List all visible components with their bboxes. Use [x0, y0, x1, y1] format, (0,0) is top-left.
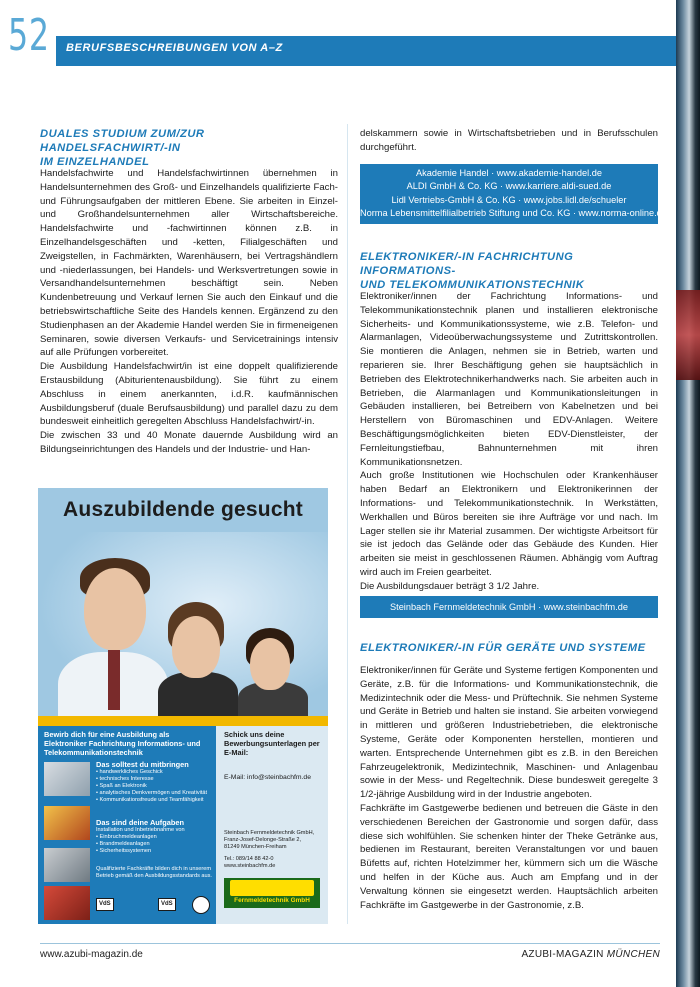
footer-magazine-name	[521, 949, 660, 960]
ad-tasks-section	[96, 818, 212, 855]
ad-text: Installation und Inbetriebnahme von	[96, 827, 185, 833]
person-figure	[172, 616, 220, 678]
ad-contact-email: E-Mail: info@steinbachfm.de	[224, 774, 311, 781]
ad-subtitle: Das sind deine Aufgaben	[96, 818, 185, 827]
paragraph: Die zwischen 33 und 40 Monate dauernde Ausbildung wird an Bildungseinrichtungen des Handels und der Industrie- und Han-	[40, 430, 338, 455]
ad-bullet-text: Kommunikationsfreude und Teamfähigkeit	[99, 797, 204, 803]
ad-address	[224, 830, 328, 870]
paragraph: Handelsfachwirte und Handelsfachwirtinnen übernehmen in Handelsunternehmen des Groß- und Einzelhandels qualifizierte Fach- und Führungsaufgaben der mittleren Ebene. Sie arbeiten in Einzel- und Großhandelsunternehmen aller Wirtschaftsbereiche. Handelsfachwirte und -fachwirtinnen können z.B. in Einzelhandelsgeschäften und -ketten, Filialgeschäften und Zweigstellen, in Fachmärkten, Warenhäusern, bei Vertragshändlern und -niederlassungen, bei Handels- und Werksvertretungen sowie in Versandhandelsunternehmen beschäftigt sein. Neben Kundenbetreuung und Verkauf lernen Sie auch den Einkauf und die betriebswirtschaftliche Seite des Handels kennen. Ergänzend zu den Studienphasen an der Akademie Handel werden Sie in firmeneigenen Seminaren, sowie diversen Verkaufs- und Servicetrainings intensiv auf alle Prüfungen vorbereitet.	[40, 168, 338, 359]
ad-qualification-text: Qualifizierte Fachkräfte bilden dich in unserem Betrieb gemäß den Ausbildungsstandards aus.	[96, 866, 212, 879]
link-entry[interactable]: Norma Lebensmittelfilialbetrieb Stiftung und Co. KG · www.norma-online.de	[360, 208, 667, 219]
logo-subtitle: Fernmeldetechnik GmbH	[234, 897, 310, 904]
ad-bullet-text: handwerkliches Geschick	[99, 769, 163, 775]
ad-bring-section	[96, 760, 212, 804]
ad-bullet-text: Sicherheitssystemen	[99, 848, 152, 854]
ad-thumb-keypad	[44, 762, 90, 796]
page-number: 52	[8, 10, 50, 61]
paragraph: Fachkräfte im Gastgewerbe bedienen und betreuen die Gäste in den verschiedenen Bereichen der Gastronomie und sorgen dafür, dass diese sich wohlfühlen. Sie schenken hinter der Theke Getränke aus, bedienen im Restaurant, bereiten Veranstaltungen vor und bauen Büfetts auf, richten Hotelzimmer her, kümmern sich um die Wäsche und helfen in der Küche aus. Auch am Empfang und in der Verwaltung können sie eingesetzt werden. Hauptsächlich arbeiten Fachkräfte im Gastgewerbe in der Gastronomie, z.B.	[360, 802, 658, 911]
ad-thumb-cables	[44, 886, 90, 920]
ad-accent-band	[38, 716, 328, 726]
magazine-city: MÜNCHEN	[606, 949, 660, 960]
ad-bullet-text: Spaß an Elektronik	[99, 783, 147, 789]
address-line: www.steinbachfm.de	[224, 863, 276, 869]
article-title-geraete-systeme: ELEKTRONIKER/-IN FÜR GERÄTE UND SYSTEME	[360, 642, 646, 654]
tie-shape	[108, 650, 120, 710]
ad-contact-panel	[216, 726, 328, 924]
ad-thumb-camera	[44, 848, 90, 882]
page-edge-accent	[676, 290, 700, 380]
article-body-geraete-systeme	[360, 664, 658, 912]
ad-bullet: • Brandmeldeanlagen	[96, 841, 150, 847]
job-advertisement	[38, 488, 328, 924]
paragraph: Elektroniker/innen der Fachrichtung Informations- und Telekommunikationstechnik planen und installieren elektronische Sicherheits- und Kommunikationssysteme, wie z.B. Telefon- und Alarmanlagen, Videoüberwachungssysteme und Zutrittskontrollen. Sie montieren die Anlagen, nehmen sie in Betrieb, warten und reparieren sie. Ihrer Beschäftigung gehen sie hauptsächlich in Betrieben des Elektrotechnikerhandwerks nach. Sie arbeiten auch in Betrieben, die Alarmanlagen und Kommunikationsleitungen in Gebäuden installieren, bei Betreibern von Kabelnetzen und bei Herstellern von Büromaschinen und EDV-Anlagen. Weitere Beschäftigungsmöglichkeiten bieten EDV-Dienstleister, der Fernleitungstiefbau, Bahnunternehmen mit ihren Kommunikationsnetzen.	[360, 291, 658, 468]
link-entry[interactable]: Akademie Handel · www.akademie-handel.de	[416, 168, 602, 178]
title-line: IM EINZELHANDEL	[40, 156, 150, 168]
article-body-handelsfachwirt	[40, 167, 338, 457]
certification-seal-icon	[192, 896, 210, 914]
title-line: DUALES STUDIUM ZUM/ZUR HANDELSFACHWIRT/-IN	[40, 128, 205, 154]
ad-bullet-text: Brandmeldeanlagen	[99, 841, 150, 847]
page-edge-strip	[676, 0, 700, 987]
ad-bullet-text: Einbruchmeldeanlagen	[99, 834, 157, 840]
ad-contact-title: Schick uns deine Bewerbungsunterlagen per E-Mail:	[224, 730, 320, 757]
ad-bullet: • Sicherheitssystemen	[96, 848, 152, 854]
ad-bullet-text: analytisches Denkvermögen und Kreativität	[99, 790, 208, 796]
magazine-title: AZUBI-MAGAZIN	[521, 949, 604, 960]
person-figure	[84, 568, 146, 650]
ad-headline: Auszubildende gesucht	[63, 498, 303, 521]
title-line: UND TELEKOMMUNIKATIONSTECHNIK	[360, 279, 585, 291]
column-divider	[347, 124, 348, 924]
ad-bullet: • analytisches Denkvermögen und Kreativität	[96, 790, 208, 796]
section-title: BERUFSBESCHREIBUNGEN VON A–Z	[66, 42, 283, 54]
title-line: ELEKTRONIKER/-IN FACHRICHTUNG INFORMATIONS-	[360, 251, 574, 277]
link-entry[interactable]: Lidl Vertriebs-GmbH & Co. KG · www.jobs.lidl.de/schueler	[391, 194, 627, 205]
ad-bullet-text: technisches Interesse	[99, 776, 154, 782]
continued-text: delskammern sowie in Wirtschaftsbetrieben und in Berufsschulen durchgeführt.	[360, 128, 658, 153]
address-line: Tel.: 089/14 88 42-0	[224, 856, 274, 862]
paragraph: Auch große Institutionen wie Hochschulen oder Krankenhäuser haben Bedarf an Elektronikern und Elektronikerinnen der Informations- und Telekommunikationstechnik. In Werkstätten, Werkhallen und Büros bereiten sie ihre Aufträge vor und nach. Im Lager stellen sie ihr Material zusammen. Der wichtigste Arbeitsort für sie ist jedoch das Gelände oder das Gebäude des Kunden. Hier arbeiten sie meist in geschlossenen Räumen. Abhängig vom Auftrag wird auch im Freien gearbeitet.	[360, 470, 658, 578]
link-entry[interactable]: ALDI GmbH & Co. KG · www.karriere.aldi-sued.de	[406, 181, 612, 192]
ad-apply-title: Bewirb dich für eine Ausbildung als Elektroniker Fachrichtung Informations- und Telekommunikationstechnik	[44, 730, 201, 757]
links-box	[360, 596, 658, 618]
article-body-informationstechnik	[360, 290, 658, 594]
address-line: Steinbach Fernmeldetechnik GmbH,	[224, 830, 315, 836]
ad-photo	[38, 532, 328, 716]
ad-thumb-fire	[44, 806, 90, 840]
links-box	[360, 164, 667, 224]
ad-body	[38, 726, 328, 924]
paragraph: Die Ausbildungsdauer beträgt 3 1/2 Jahre.	[360, 580, 540, 592]
paragraph: Elektroniker/innen für Geräte und Systeme fertigen Komponenten und Geräte, z.B. für die Informations- und Kommunikationstechnik, die Medizintechnik oder die Mess- und Prüftechnik. Sie nehmen Systeme und Geräte in Betrieb und halten sie instand. Sie arbeiten vorwiegend in mittleren und größeren Industriebetrieben, die elektronische Systeme, Geräte oder Komponenten herstellen, montieren und warten. Entsprechende Unternehmen gibt es z.B. in den Bereichen Fahrzeugelektronik, Medizintechnik, Maschinen- und Anlagenbau sowie in der Mess- und Regeltechnik. Diese bundesweit geregelte 3 1/2-jährige Ausbildung wird in der Industrie angeboten.	[360, 665, 658, 801]
logo-wordmark-shape	[230, 880, 314, 896]
address-line: 81249 München-Freiham	[224, 844, 287, 850]
ad-subtitle: Das solltest du mitbringen	[96, 760, 189, 769]
article-title-handelsfachwirt	[40, 127, 336, 169]
footer-website[interactable]: www.azubi-magazin.de	[40, 949, 143, 960]
ad-bullet: • handwerkliches Geschick	[96, 769, 163, 775]
ad-bullet: • Einbruchmeldeanlagen	[96, 834, 157, 840]
vds-logo: VdS	[96, 898, 114, 911]
ad-info-panel	[38, 726, 216, 924]
link-entry[interactable]: Steinbach Fernmeldetechnik GmbH · www.steinbachfm.de	[390, 602, 628, 612]
ad-bullet: • Spaß an Elektronik	[96, 783, 147, 789]
person-figure	[158, 672, 238, 716]
steinbach-logo	[224, 878, 320, 908]
person-figure	[250, 638, 290, 690]
paragraph: Die Ausbildung Handelsfachwirt/in ist eine doppelt qualifizierende Erstausbildung (Abiturientenausbildung). Sie führt zu einem Abschluss in einem anerkannten, i.d.R. kaufmännischen Ausbildungsberuf (duale Berufsausbildung) und parallel dazu zu dem bundesweit einheitlich geregelten Abschluss Handelsfachwirt/-in.	[40, 361, 338, 428]
ad-bullet: • technisches Interesse	[96, 776, 154, 782]
ad-bullet: • Kommunikationsfreude und Teamfähigkeit	[96, 797, 204, 803]
article-title-informationstechnik	[360, 250, 660, 292]
footer-divider	[40, 943, 660, 944]
vds-logo: VdS	[158, 898, 176, 911]
address-line: Franz-Josef-Delonge-Straße 2,	[224, 837, 302, 843]
